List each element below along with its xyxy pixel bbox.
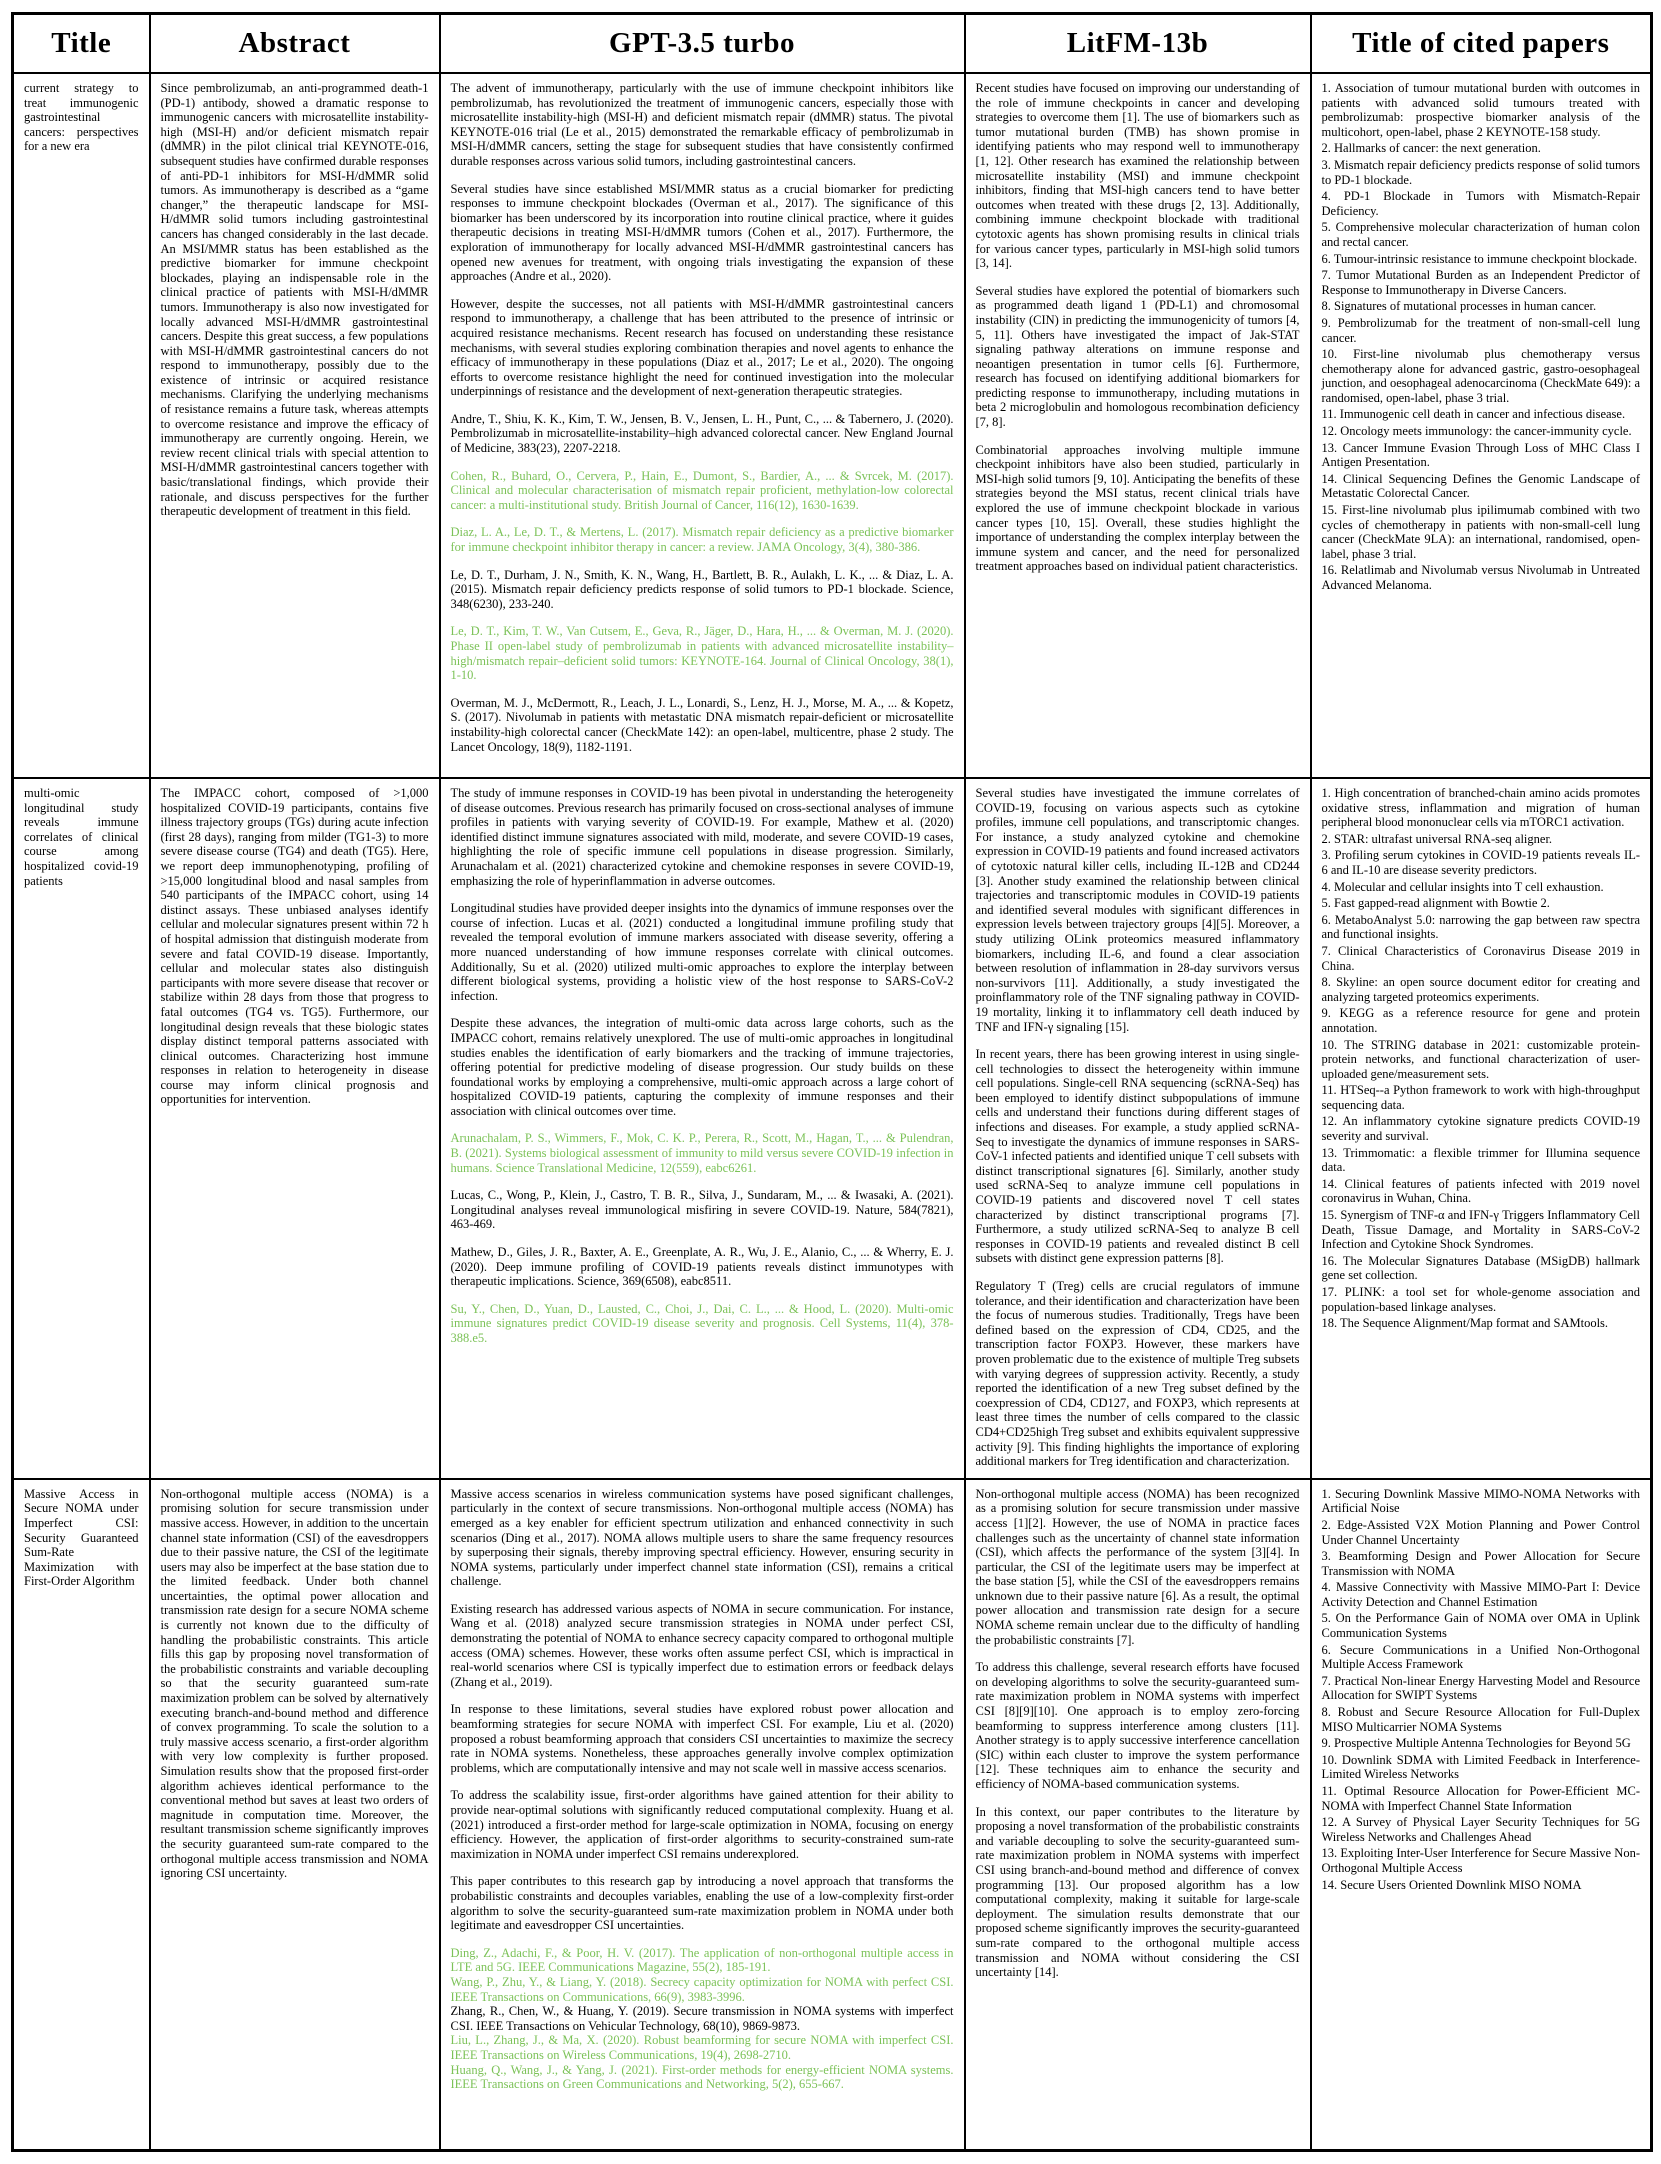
cited-papers-cell [1311,778,1652,1479]
paper-title-text: Massive Access in Secure NOMA under Imperfect CSI: Security Guaranteed Sum-Rate Maximization with First-Order Algorithm [24,1486,139,1589]
cited-paper-title: 2. Hallmarks of cancer: the next generation. [1321,141,1541,156]
table-row [13,778,1652,1479]
gpt-paragraph: Massive access scenarios in wireless communication systems have posed significant challenges, particularly in the context of secure transmissions. Non-orthogonal multiple access (NOMA) has emerged as a key enabler for efficient spectrum utilization and enhanced connectivity in such scenarios (Ding et al., 2017). NOMA allows multiple users to share the same frequency resources by superposing their signals, thereby improving spectral efficiency. However, ensuring security in NOMA systems, particularly under imperfect channel state information (CSI), remains a critical challenge. [450,1486,954,1589]
paper-title-text: current strategy to treat immunogenic gastrointestinal cancers: perspectives for a new era [24,81,139,154]
cited-paper-title: 6. MetaboAnalyst 5.0: narrowing the gap between raw spectra and functional insights. [1321,912,1640,942]
cited-paper-title: 11. Optimal Resource Allocation for Power-Efficient MC-NOMA with Imperfect Channel State Information [1321,1784,1640,1813]
litfm-13b-cell [965,778,1311,1479]
cited-paper-title: 12. Oncology meets immunology: the cancer-immunity cycle. [1321,424,1632,439]
cited-paper-title: 12. A Survey of Physical Layer Security Techniques for 5G Wireless Networks and Challenges Ahead [1321,1815,1640,1844]
cited-paper-title: 15. First-line nivolumab plus ipilimumab combined with two cycles of chemotherapy in patients with non-small-cell lung cancer (CheckMate 9LA): an international, randomised, open-label, phase 3 trial. [1321,503,1640,561]
cited-paper-title: 2. STAR: ultrafast universal RNA-seq aligner. [1321,831,1553,846]
column-header-cited-papers: Title of cited papers [1311,14,1652,74]
cited-paper-title: 4. PD-1 Blockade in Tumors with Mismatch-Repair Deficiency. [1321,189,1640,218]
gpt-paragraph: Le, D. T., Durham, J. N., Smith, K. N., Wang, H., Bartlett, B. R., Aulakh, L. K., ... & Diaz, L. A. (2015). Mismatch repair deficiency predicts response of solid tumors to PD-1 blockade. Science, 348(6230), 233-240. [450,567,954,611]
cited-paper-title: 2. Edge-Assisted V2X Motion Planning and Power Control Under Channel Uncertainty [1321,1517,1640,1547]
gpt-paragraph: The study of immune responses in COVID-19 has been pivotal in understanding the heterogeneity of disease outcomes. Previous research has primarily focused on cross-sectional analyses of immune profiles in patients with varying severity of COVID-19. For example, Mathew et al. (2020) identified distinct immune signatures associated with mild, moderate, and severe COVID-19 cases, highlighting the role of specific immune cell populations in disease progression. Similarly, Arunachalam et al. (2021) characterized cytokine and chemokine responses in severe COVID-19, emphasizing the role of hyperinflammation in adverse outcomes. [450,786,954,888]
gpt35-turbo-cell [440,73,965,778]
litfm-paragraph: In recent years, there has been growing interest in using single-cell technologies to dissect the heterogeneity within immune cell populations. Single-cell RNA sequencing (scRNA-Seq) has been employed to identify distinct subpopulations of immune cells and understand their functions during different stages of infections and diseases. For example, a study applied scRNA-Seq to investigate the dynamics of immune responses in SARS-CoV-1 infected patients and identified unique T cell subsets with distinct transcriptional signatures [6]. Similarly, another study used scRNA-Seq to analyze immune cell populations in COVID-19 patients and discovered novel T cell states characterized by distinct transcriptional programs [7]. Furthermore, a study utilized scRNA-Seq to analyze B cell responses in COVID-19 patients and revealed distinct B cell subsets with distinct gene expression patterns [8]. [975,1047,1300,1266]
cited-paper-title: 14. Clinical features of patients infected with 2019 novel coronavirus in Wuhan, China. [1321,1176,1640,1206]
cited-paper-title: 5. On the Performance Gain of NOMA over OMA in Uplink Communication Systems [1321,1611,1640,1641]
gpt-reference-highlighted: Arunachalam, P. S., Wimmers, F., Mok, C. K. P., Perera, R., Scott, M., Hagan, T., ... & Pulendran, B. (2021). Systems biological assessment of immunity to mild versus severe COVID-19 infection in humans. Science Translational Medicine, 12(559), eabc6261. [450,1131,954,1175]
abstract-cell [150,778,440,1479]
column-header-title: Title [13,14,150,74]
cited-paper-title: 9. Prospective Multiple Antenna Technologies for Beyond 5G [1321,1736,1631,1751]
gpt-paragraph: However, despite the successes, not all patients with MSI-H/dMMR gastrointestinal cancers respond to immunotherapy, a challenge that has been attributed to the presence of intrinsic or acquired resistance mechanisms. Recent research has focused on understanding these resistance mechanisms, with several studies exploring combination therapies and novel agents to enhance the efficacy of immunotherapy in these populations (Diaz et al., 2017; Le et al., 2020). The ongoing efforts to overcome resistance highlight the need for continued investigation into the molecular underpinnings of resistance and the development of next-generation therapeutic strategies. [450,296,954,399]
cited-paper-title: 7. Practical Non-linear Energy Harvesting Model and Resource Allocation for SWIPT Systems [1321,1673,1640,1703]
column-header-abstract: Abstract [150,14,440,74]
litfm-13b-cell [965,1479,1311,2151]
cited-paper-title: 15. Synergism of TNF-α and IFN-γ Triggers Inflammatory Cell Death, Tissue Damage, and Mortality in SARS-CoV-2 Infection and Cytokine Shock Syndromes. [1321,1208,1640,1252]
cited-paper-title: 10. First-line nivolumab plus chemotherapy versus chemotherapy alone for advanced gastric, gastro-oesophageal junction, and oesophageal adenocarcinoma (CheckMate 649): a randomised, open-label, phase 3 trial. [1321,347,1640,405]
cited-paper-title: 11. HTSeq--a Python framework to work with high-throughput sequencing data. [1321,1083,1640,1112]
litfm-paragraph: Several studies have investigated the immune correlates of COVID-19, focusing on various aspects such as cytokine profiles, immune cell populations, and transcriptomic changes. For instance, a study analyzed cytokine and chemokine expression in COVID-19 patients and found increased activators of cytotoxic natural killer cells, including IL-12B and CD244 [3]. Another study examined the relationship between clinical trajectories and transcriptomic modules in COVID-19 patients and identified several modules with significant differences in expression levels between trajectory groups [4][5]. Moreover, a study utilizing OLink proteomics measured inflammatory biomarkers, including IL-6, and found a clear association between resolution of inflammation in 28-day survivors versus non-survivors [11]. Additionally, a study investigated the proinflammatory role of the TNF signaling pathway in COVID-19 mortality, linking it to inflammatory cell death induced by TNF and IFN-γ signaling [15]. [975,786,1300,1034]
cited-paper-title: 3. Beamforming Design and Power Allocation for Secure Transmission with NOMA [1321,1549,1640,1578]
litfm-paragraph: Recent studies have focused on improving our understanding of the role of immune checkpoints in cancer and developing strategies to overcome them [1]. The use of biomarkers such as tumor mutational burden (TMB) has shown promise in identifying patients who may respond well to immunotherapy [1, 12]. Other research has examined the relationship between microsatellite instability (MSI) and immune checkpoint inhibitors, finding that MSI-high cancers tend to have better outcomes when treated with these drugs [2, 13]. Additionally, combining immune checkpoint blockade with traditional cytotoxic agents has shown promising results in clinical trials for various cancer types, particularly in MSI-high solid tumors [3, 14]. [975,81,1300,271]
cited-paper-title: 10. The STRING database in 2021: customizable protein-protein networks, and functional characterization of user-uploaded gene/measurement sets. [1321,1037,1640,1081]
gpt-paragraph: This paper contributes to this research gap by introducing a novel approach that transforms the probabilistic constraints and decouples variables, enabling the use of a low-complexity first-order algorithm to solve the security-guaranteed sum-rate maximization problem in NOMA under both legitimate and eavesdropper CSI uncertainties. [450,1874,954,1933]
abstract-cell [150,1479,440,2151]
cited-paper-title: 6. Tumour-intrinsic resistance to immune checkpoint blockade. [1321,251,1638,266]
gpt35-turbo-cell [440,1479,965,2151]
gpt-reference-highlighted: Le, D. T., Kim, T. W., Van Cutsem, E., Geva, R., Jäger, D., Hara, H., ... & Overman, M. J. (2020). Phase II open-label study of pembrolizumab in patients with advanced microsatellite instability–high/mismatch repair–deficient solid tumors: KEYNOTE-164. Journal of Clinical Oncology, 38(1), 1-10. [450,624,954,683]
gpt-paragraph: To address the scalability issue, first-order algorithms have gained attention for their ability to provide near-optimal solutions with significantly reduced computational complexity. Huang et al. (2021) introduced a first-order method for large-scale optimization in NOMA, focusing on energy efficiency. However, the application of first-order algorithms to security-constrained sum-rate maximization in NOMA under imperfect CSI remains underexplored. [450,1788,954,1861]
gpt-paragraph: Longitudinal studies have provided deeper insights into the dynamics of immune responses over the course of infection. Lucas et al. (2021) conducted a longitudinal immune profiling study that revealed the temporal evolution of immune markers associated with disease severity, offering a more nuanced understanding of how immune responses correlate with clinical outcomes. Additionally, Su et al. (2020) utilized multi-omic approaches to explore the interplay between different biological systems, providing a holistic view of the host response to SARS-CoV-2 infection. [450,901,954,1003]
litfm-paragraph: Combinatorial approaches involving multiple immune checkpoint inhibitors have also been studied, particularly in MSI-high solid tumors [9, 10]. Anticipating the benefits of these strategies beyond the MSI status, recent clinical trials have explored the use of immune checkpoint blockade in various cancer types [10, 15]. Overall, these studies highlight the importance of understanding the complex interplay between the immune system and cancer, and the need for personalized treatment approaches based on individual patient characteristics. [975,442,1300,574]
cited-paper-title: 5. Comprehensive molecular characterization of human colon and rectal cancer. [1321,220,1640,249]
cited-paper-title: 8. Robust and Secure Resource Allocation for Full-Duplex MISO Multicarrier NOMA Systems [1321,1705,1640,1734]
paper-title-cell [13,778,150,1479]
litfm-paragraph: Several studies have explored the potential of biomarkers such as programmed death ligand 1 (PD-L1) and chromosomal instability (CIN) in predicting the immunogenicity of tumors [4, 5, 11]. Others have investigated the impact of Jak-STAT signaling pathway alterations on immune response and neoantigen presentation in tumor cells [6]. Furthermore, research has focused on identifying additional biomarkers for predicting response to immunotherapy, including mutations in beta 2 microglobulin and homologous recombination deficiency [7, 8]. [975,283,1300,430]
gpt-paragraph: Despite these advances, the integration of multi-omic data across large cohorts, such as the IMPACC cohort, remains relatively unexplored. The use of multi-omic approaches in longitudinal studies enables the identification of early biomarkers and the tracking of immune trajectories, offering potential for predictive modeling of disease progression. Our study builds on these foundational works by employing a comprehensive, multi-omic approach across a large cohort of hospitalized COVID-19 patients, capturing the complexity of immune responses and their association with clinical outcomes over time. [450,1016,954,1118]
gpt-paragraph: In response to these limitations, several studies have explored robust power allocation and beamforming strategies for secure NOMA with imperfect CSI. For example, Liu et al. (2020) proposed a robust beamforming approach that considers CSI uncertainties to maximize the secrecy rate in NOMA systems. Nonetheless, these approaches generally involve complex optimization problems, which are computationally intensive and may not scale well in massive access scenarios. [450,1702,954,1775]
litfm-13b-cell [965,73,1311,778]
gpt-paragraph: The advent of immunotherapy, particularly with the use of immune checkpoint inhibitors like pembrolizumab, has revolutionized the treatment of immunogenic cancers, especially those with microsatellite instability-high (MSI-H) and deficient mismatch repair (dMMR) status. The pivotal KEYNOTE-016 trial (Le et al., 2015) demonstrated the remarkable efficacy of pembrolizumab in MSI-H/dMMR cancers, setting the stage for subsequent studies that have consistently confirmed durable responses across various solid tumors, including gastrointestinal cancers. [450,81,954,168]
abstract-text: Non-orthogonal multiple access (NOMA) is a promising solution for secure transmission under massive access. However, in addition to the uncertain channel state information (CSI) of the eavesdroppers due to their passive nature, the CSI of the legitimate users may also be imperfect at the base station due to the limited feedback. Under both channel uncertainties, the optimal power allocation and transmission rate design for a secure NOMA scheme is currently not known due to the difficulty of handling the probabilistic constraints. This article fills this gap by proposing novel transformation of the probabilistic constraints and variable decoupling so that the security guaranteed sum-rate maximization problem can be solved by alternatively executing branch-and-bound method and difference of convex programming. To scale the solution to a truly massive access scenario, a first-order algorithm with very low complexity is further proposed. Simulation results show that the proposed first-order algorithm achieves identical performance to the conventional method but saves at least two orders of magnitude in computation time. Moreover, the resultant transmission scheme significantly improves the security guaranteed sum-rate compared to the orthogonal multiple access transmission and NOMA ignoring CSI uncertainty. [160,1486,429,1881]
cited-paper-title: 14. Clinical Sequencing Defines the Genomic Landscape of Metastatic Colorectal Cancer. [1321,471,1640,501]
cited-paper-title: 7. Tumor Mutational Burden as an Independent Predictor of Response to Immunotherapy in Diverse Cancers. [1321,268,1640,297]
litfm-paragraph: To address this challenge, several research efforts have focused on developing algorithms to solve the security-guaranteed sum-rate maximization problem in NOMA systems with imperfect CSI [8][9][10]. One approach is to employ zero-forcing beamforming to suppress interference among clusters [11]. Another strategy is to apply successive interference cancellation (SIC) within each cluster to improve the system performance [12]. These techniques aim to enhance the security and efficiency of NOMA-based communication systems. [975,1660,1300,1791]
cited-paper-title: 16. Relatlimab and Nivolumab versus Nivolumab in Untreated Advanced Melanoma. [1321,563,1640,592]
gpt-paragraph: Several studies have since established MSI/MMR status as a crucial biomarker for predicting responses to immune checkpoint blockades (Overman et al., 2017). The significance of this biomarker has been underscored by its incorporation into routine clinical practice, where it guides therapeutic decisions in treating MSI-H/dMMR tumors (Cohen et al., 2017). Furthermore, the exploration of immunotherapy for locally advanced MSI-H/dMMR gastrointestinal cancers has opened new avenues for treatment, with ongoing trials investigating the expansion of these approaches (Andre et al., 2020). [450,181,954,284]
cited-paper-title: 3. Profiling serum cytokines in COVID-19 patients reveals IL-6 and IL-10 are disease severity predictors. [1321,848,1640,877]
cited-paper-title: 1. High concentration of branched-chain amino acids promotes oxidative stress, inflammation and migration of human peripheral blood mononuclear cells via mTORC1 activation. [1321,786,1640,830]
cited-papers-cell [1311,73,1652,778]
gpt-reference-highlighted: Liu, L., Zhang, J., & Ma, X. (2020). Robust beamforming for secure NOMA with imperfect CSI. IEEE Transactions on Wireless Communications, 19(4), 2698-2710. [450,2033,954,2062]
litfm-paragraph: Non-orthogonal multiple access (NOMA) has been recognized as a promising solution for secure transmission under massive access [1][2]. However, the use of NOMA in practice faces challenges such as the uncertainty of channel state information (CSI), which affects the performance of the system [3][4]. In particular, the CSI of the legitimate users may be imperfect at the base station [5], while the CSI of the eavesdroppers remains unknown due to their passive nature [6]. As a result, the optimal power allocation and transmission rate design for a secure NOMA scheme remain unclear due to the difficulty of handling the probabilistic constraints [7]. [975,1486,1300,1647]
gpt-paragraph: Existing research has addressed various aspects of NOMA in secure communication. For instance, Wang et al. (2018) analyzed secure transmission strategies in NOMA under perfect CSI, demonstrating the potential of NOMA to enhance secrecy capacity compared to orthogonal multiple access (OMA) schemes. However, these works often assume perfect CSI, which is impractical in real-world scenarios where CSI is typically imperfect due to estimation errors or feedback delays (Zhang et al., 2019). [450,1601,954,1689]
table-row [13,1479,1652,2151]
cited-paper-title: 3. Mismatch repair deficiency predicts response of solid tumors to PD-1 blockade. [1321,157,1640,187]
column-header-gpt35-turbo: GPT-3.5 turbo [440,14,965,74]
abstract-text: The IMPACC cohort, composed of >1,000 hospitalized COVID-19 participants, contains five illness trajectory groups (TGs) during acute infection (first 28 days), ranging from milder (TG1-3) to more severe disease course (TG4) and death (TG5). Here, we report deep immunophenotyping, profiling of >15,000 longitudinal blood and nasal samples from 540 participants of the IMPACC cohort, using 14 distinct assays. These unbiased analyses identify cellular and molecular signatures present within 72 h of hospital admission that distinguish moderate from severe and fatal COVID-19 disease. Importantly, cellular and molecular states also distinguish participants with more severe disease that recover or stabilize within 28 days from those that progress to fatal outcomes (TG4 vs. TG5). Furthermore, our longitudinal design reveals that these biologic states display distinct temporal patterns associated with clinical outcomes. Characterizing host immune responses in relation to heterogeneity in disease course may inform clinical prognosis and opportunities for intervention. [160,786,429,1107]
litfm-paragraph: Regulatory T (Treg) cells are crucial regulators of immune tolerance, and their identification and characterization have been the focus of numerous studies. Traditionally, Tregs have been defined based on the expression of CD4, CD25, and the transcription factor FOXP3. However, these markers have proven problematic due to the existence of multiple Treg subsets with varying degrees of suppression activity. Recently, a study reported the identification of a new Treg subset defined by the coexpression of CD4, CD127, and FOXP3, which represents at least three times the number of cells compared to the classic CD4+CD25high Treg subset and exhibits equivalent suppressive activity [9]. This finding highlights the importance of exploring additional markers for Treg identification and characterization. [975,1279,1300,1469]
cited-paper-title: 13. Exploiting Inter-User Interference for Secure Massive Non-Orthogonal Multiple Access [1321,1846,1640,1875]
gpt-reference-highlighted: Ding, Z., Adachi, F., & Poor, H. V. (2017). The application of non-orthogonal multiple access in LTE and 5G. IEEE Communications Magazine, 55(2), 185-191. [450,1945,954,1975]
gpt-paragraph: Mathew, D., Giles, J. R., Baxter, A. E., Greenplate, A. R., Wu, J. E., Alanio, C., ... & Wherry, E. J. (2020). Deep immune profiling of COVID-19 patients reveals distinct immunotypes with therapeutic implications. Science, 369(6508), eabc8511. [450,1245,954,1289]
gpt-reference-highlighted: Cohen, R., Buhard, O., Cervera, P., Hain, E., Dumont, S., Bardier, A., ... & Svrcek, M. (2017). Clinical and molecular characterisation of mismatch repair proficient, methylation-low colorectal cancer: a multi-institutional study. British Journal of Cancer, 116(12), 1630-1639. [450,468,954,512]
cited-papers-cell [1311,1479,1652,2151]
cited-paper-title: 1. Association of tumour mutational burden with outcomes in patients with advanced solid tumours treated with pembrolizumab: prospective biomarker analysis of the multicohort, open-label, phase 2 KEYNOTE-158 study. [1321,81,1640,139]
gpt-paragraph: Lucas, C., Wong, P., Klein, J., Castro, T. B. R., Silva, J., Sundaram, M., ... & Iwasaki, A. (2021). Longitudinal analyses reveal immunological misfiring in severe COVID-19. Nature, 584(7821), 463-469. [450,1188,954,1232]
gpt-paragraph: Andre, T., Shiu, K. K., Kim, T. W., Jensen, B. V., Jensen, L. H., Punt, C., ... & Tabernero, J. (2020). Pembrolizumab in microsatellite-instability–high advanced colorectal cancer. New England Journal of Medicine, 383(23), 2207-2218. [450,411,954,456]
cited-paper-title: 13. Cancer Immune Evasion Through Loss of MHC Class I Antigen Presentation. [1321,440,1640,470]
abstract-cell [150,73,440,778]
table-row [13,73,1652,778]
cited-paper-title: 1. Securing Downlink Massive MIMO-NOMA Networks with Artificial Noise [1321,1486,1640,1516]
gpt-reference-highlighted: Su, Y., Chen, D., Yuan, D., Lausted, C., Choi, J., Dai, C. L., ... & Hood, L. (2020). Multi-omic immune signatures predict COVID-19 disease severity and prognosis. Cell Systems, 11(4), 378-388.e5. [450,1301,954,1345]
header-row [13,14,1652,74]
paper-title-text: multi-omic longitudinal study reveals immune correlates of clinical course among hospitalized covid-19 patients [24,786,139,888]
table-body [13,73,1652,2151]
cited-paper-title: 9. KEGG as a reference resource for gene and protein annotation. [1321,1006,1640,1035]
gpt-paragraph: Zhang, R., Chen, W., & Huang, Y. (2019). Secure transmission in NOMA systems with imperfect CSI. IEEE Transactions on Vehicular Technology, 68(10), 9869-9873. [450,2004,954,2033]
cited-paper-title: 7. Clinical Characteristics of Coronavirus Disease 2019 in China. [1321,943,1640,973]
cited-paper-title: 16. The Molecular Signatures Database (MSigDB) hallmark gene set collection. [1321,1253,1640,1283]
abstract-text: Since pembrolizumab, an anti-programmed death-1 (PD-1) antibody, showed a dramatic response to immunogenic cancers with microsatellite instability-high (MSI-H) and/or deficient mismatch repair (dMMR) in the pilot clinical trial KEYNOTE-016, subsequent studies have confirmed durable responses of anti-PD-1 inhibitors for MSI-H/dMMR solid tumors. As immunotherapy is described as a “game changer,” the therapeutic landscape for MSI-H/dMMR solid tumors including gastrointestinal cancers has changed considerably in the last decade. An MSI/MMR status has been established as the predictive biomarker for immune checkpoint blockades, playing an indispensable role in the clinical practice of patients with MSI-H/dMMR tumors. Immunotherapy is also now investigated for locally advanced MSI-H/dMMR gastrointestinal cancers. Despite this great success, a few populations with MSI-H/dMMR gastrointestinal cancers do not respond to immunotherapy, possibly due to the existence of intrinsic or acquired resistance mechanisms. Clarifying the underlying mechanisms of resistance remains a future task, whereas attempts to overcome resistance and improve the efficacy of immunotherapy are currently ongoing. Herein, we review recent clinical trials with special attention to MSI-H/dMMR gastrointestinal cancers together with basic/translational findings, which provide their rationale, and discuss perspectives for the further therapeutic development of treatment in this field. [160,81,429,519]
gpt-reference-highlighted: Huang, Q., Wang, J., & Yang, J. (2021). First-order methods for energy-efficient NOMA systems. IEEE Transactions on Green Communications and Networking, 5(2), 655-667. [450,2062,954,2092]
cited-paper-title: 8. Signatures of mutational processes in human cancer. [1321,299,1597,314]
cited-paper-title: 10. Downlink SDMA with Limited Feedback in Interference-Limited Wireless Networks [1321,1752,1640,1782]
cited-paper-title: 11. Immunogenic cell death in cancer and infectious disease. [1321,407,1626,422]
cited-paper-title: 18. The Sequence Alignment/Map format and SAMtools. [1321,1316,1609,1331]
gpt35-turbo-cell [440,778,965,1479]
gpt-reference-highlighted: Wang, P., Zhu, Y., & Liang, Y. (2018). Secrecy capacity optimization for NOMA with perfect CSI. IEEE Transactions on Communications, 66(9), 3983-3996. [450,1974,954,2004]
cited-paper-title: 4. Massive Connectivity with Massive MIMO-Part I: Device Activity Detection and Channel Estimation [1321,1580,1640,1609]
cited-paper-title: 8. Skyline: an open source document editor for creating and analyzing targeted proteomics experiments. [1321,975,1640,1004]
paper-title-cell [13,73,150,778]
paper-title-cell [13,1479,150,2151]
cited-paper-title: 6. Secure Communications in a Unified Non-Orthogonal Multiple Access Framework [1321,1642,1640,1672]
gpt-paragraph: Overman, M. J., McDermott, R., Leach, J. L., Lonardi, S., Lenz, H. J., Morse, M. A., ... & Kopetz, S. (2017). Nivolumab in patients with metastatic DNA mismatch repair-deficient or microsatellite instability-high colorectal cancer (CheckMate 142): an open-label, multicentre, phase 2 study. The Lancet Oncology, 18(9), 1182-1191. [450,695,954,754]
cited-paper-title: 17. PLINK: a tool set for whole-genome association and population-based linkage analyses. [1321,1285,1640,1314]
cited-paper-title: 12. An inflammatory cytokine signature predicts COVID-19 severity and survival. [1321,1114,1640,1144]
cited-paper-title: 9. Pembrolizumab for the treatment of non-small-cell lung cancer. [1321,315,1640,345]
cited-paper-title: 5. Fast gapped-read alignment with Bowtie 2. [1321,896,1550,911]
gpt-reference-highlighted: Diaz, L. A., Le, D. T., & Mertens, L. (2017). Mismatch repair deficiency as a predictive biomarker for immune checkpoint inhibitor therapy in cancer: a review. JAMA Oncology, 3(4), 380-386. [450,525,954,555]
column-header-litfm-13b: LitFM-13b [965,14,1311,74]
cited-paper-title: 13. Trimmomatic: a flexible trimmer for Illumina sequence data. [1321,1145,1640,1175]
litfm-paragraph: In this context, our paper contributes to the literature by proposing a novel transformation of the probabilistic constraints and variable decoupling to solve the security-guaranteed sum-rate maximization problem in NOMA systems with imperfect CSI using branch-and-bound method and difference of convex programming [13]. Our proposed algorithm has a low computational complexity, making it suitable for large-scale deployment. The simulation results demonstrate that our proposed scheme significantly improves the security-guaranteed sum-rate compared to the orthogonal multiple access transmission and NOMA without considering the CSI uncertainty [14]. [975,1804,1300,1980]
cited-paper-title: 4. Molecular and cellular insights into T cell exhaustion. [1321,879,1604,894]
cited-paper-title: 14. Secure Users Oriented Downlink MISO NOMA [1321,1877,1582,1892]
paper-comparison-table [11,12,1653,2152]
